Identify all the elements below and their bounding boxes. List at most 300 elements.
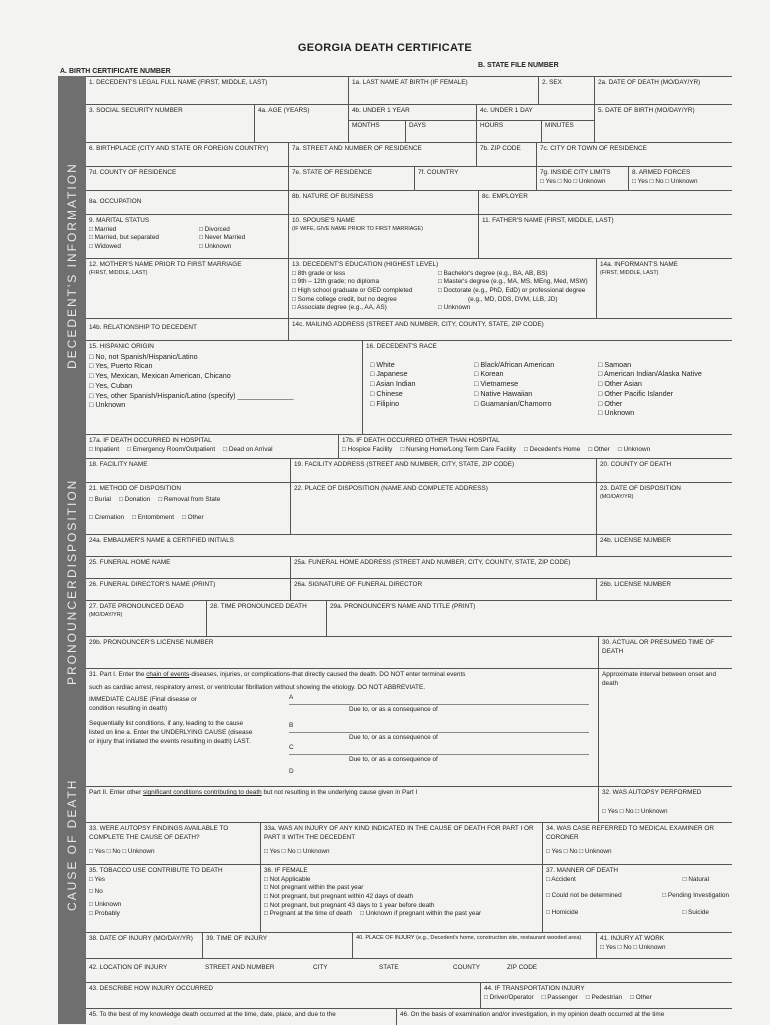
field-mailing-address[interactable] (288, 319, 732, 341)
field-race[interactable] (362, 341, 732, 435)
cause-lines (89, 692, 595, 776)
row-cause-part-1 (86, 668, 732, 787)
row-autopsy-injury (86, 822, 732, 865)
row-embalmer (86, 534, 732, 557)
option[interactable]: □ Driver/Operator (484, 993, 534, 1001)
line-a-letter: A (289, 694, 294, 702)
label: 25a. FUNERAL HOME ADDRESS (STREET AND NUMBER, CITY, COUNTY, STATE, ZIP CODE) (294, 559, 571, 566)
label: 41. INJURY AT WORK (600, 935, 665, 942)
months-label: MONTHS (349, 121, 406, 143)
field-funeral-director-license[interactable] (596, 579, 732, 601)
race-option[interactable]: □ American Indian/Alaska Native (598, 369, 702, 379)
label: 26b. LICENSE NUMBER (600, 581, 672, 588)
label: 14b. RELATIONSHIP TO DECEDENT (89, 324, 197, 331)
option-never-married[interactable]: □ Never Married (199, 234, 246, 242)
field-age-years[interactable] (254, 105, 348, 143)
option[interactable]: □ Other (588, 445, 610, 453)
row-injury-info (86, 932, 732, 959)
option[interactable]: □ Suicide (682, 908, 709, 916)
edu-option[interactable]: □ 9th – 12th grade; no diploma (292, 278, 379, 286)
option[interactable]: □ Emergency Room/Outpatient (127, 445, 216, 453)
label: 17b. IF DEATH OCCURRED OTHER THAN HOSPITAL (342, 437, 500, 444)
line-c-letter: C (289, 744, 294, 752)
label: 27. DATE PRONOUNCED DEAD (89, 603, 184, 610)
field-spouse-name[interactable] (288, 215, 478, 259)
field-facility-address[interactable] (290, 459, 596, 483)
option[interactable]: □ Unknown if pregnant within the past year (360, 910, 482, 918)
hispanic-option[interactable]: □ Yes, Mexican, Mexican American, Chicano (89, 371, 231, 381)
due-to-label: Due to, or as a consequence of (349, 706, 438, 714)
race-col-2 (474, 360, 598, 418)
label: 17a. IF DEATH OCCURRED IN HOSPITAL (89, 437, 212, 444)
hours-label: HOURS (477, 121, 542, 143)
field-legal-name[interactable] (86, 77, 348, 105)
options[interactable]: □ Yes □ No □ Unknown (632, 177, 698, 185)
label: 8b. NATURE OF BUSINESS (292, 193, 374, 200)
sequential-instructions: Sequentially list conditions, if any, leading to the cause listed on line a. Enter the UNDERLYING CAUSE (disease or injury that initiated the events resulting in death) LAST. (89, 720, 253, 745)
label: 2a. DATE OF DEATH (MO/DAY/YR) (598, 79, 701, 86)
label-zip: ZIP CODE (507, 964, 538, 971)
option-separated[interactable]: □ Married, but separated (89, 234, 159, 242)
options[interactable]: □ Yes □ No □ Unknown (540, 177, 606, 185)
sidebar-label-decedent: DECEDENT'S INFORMATION (65, 162, 79, 370)
label: 44. IF TRANSPORTATION INJURY (484, 985, 585, 992)
sidebar-label-cause: CAUSE OF DEATH (65, 778, 79, 912)
field-funeral-home-name[interactable] (86, 557, 290, 579)
field-hispanic-origin[interactable] (86, 341, 362, 435)
field-injury-at-work[interactable] (596, 933, 732, 959)
race-options (366, 360, 729, 418)
field-injury-indicated[interactable] (260, 823, 542, 865)
edu-option[interactable]: □ 8th grade or less (292, 269, 346, 277)
race-option[interactable]: □ Black/African American (474, 359, 555, 369)
field-marital-status[interactable] (86, 215, 288, 259)
field-funeral-director-name[interactable] (86, 579, 290, 601)
due-to-label: Due to, or as a consequence of (349, 734, 438, 742)
row-name (86, 76, 732, 105)
row-age (86, 104, 732, 143)
label: 16. DECEDENT'S RACE (366, 343, 437, 350)
option[interactable]: □ Not pregnant, but pregnant within 42 days of death (264, 892, 414, 900)
marital-col-1 (89, 226, 199, 252)
label: 43. DESCRIBE HOW INJURY OCCURRED (89, 985, 214, 992)
hours-minutes (477, 120, 594, 143)
field-onset-interval[interactable] (598, 669, 732, 787)
option[interactable]: □ Could not be determined (546, 892, 622, 900)
field-education[interactable] (288, 259, 596, 319)
options[interactable]: □ Yes □ No □ Unknown (602, 807, 668, 815)
label: 15. HISPANIC ORIGIN (89, 343, 154, 350)
options[interactable]: □ Yes □ No □ Unknown (546, 848, 612, 856)
note: (MO/DAY/YR) (89, 611, 123, 618)
label: 22. PLACE OF DISPOSITION (NAME AND COMPLETE ADDRESS) (294, 485, 488, 492)
row-tobacco-female-manner (86, 864, 732, 933)
row-occupation (86, 190, 732, 215)
option[interactable]: □ Entombment (132, 514, 174, 522)
field-relationship[interactable] (86, 319, 288, 341)
label-state: STATE (379, 964, 399, 971)
section-sidebar (58, 76, 86, 1024)
row-marital (86, 214, 732, 259)
label: 40. PLACE OF INJURY (e.g., Decedent's home, construction site, restaurant wooded area) (356, 935, 582, 941)
option[interactable]: □ Pending Investigation (662, 892, 729, 900)
option[interactable]: □ Nursing Home/Long Term Care Facility (400, 445, 517, 453)
field-father-name[interactable] (478, 215, 732, 259)
field-county-of-death[interactable] (596, 459, 732, 483)
option-divorced[interactable]: □ Divorced (199, 225, 230, 233)
race-col-3 (598, 360, 702, 418)
race-option[interactable]: □ Japanese (370, 369, 408, 379)
label: 20. COUNTY OF DEATH (600, 461, 672, 468)
option[interactable]: □ Hospice Facility (342, 445, 393, 453)
race-option[interactable]: □ Other Asian (598, 379, 642, 389)
label: 9. MARITAL STATUS (89, 217, 150, 224)
label: 26a. SIGNATURE OF FUNERAL DIRECTOR (294, 581, 423, 588)
race-option[interactable]: □ Chinese (370, 388, 403, 398)
line-d-letter: D (289, 768, 294, 776)
edu-option-note: (e.g., MD, DDS, DVM, LLB, JD) (468, 295, 558, 303)
manner-row-3 (546, 909, 729, 918)
option[interactable]: □ Yes (89, 875, 105, 883)
manner-row-2 (546, 892, 729, 901)
field-time-pronounced-death[interactable] (206, 601, 326, 637)
label: 23. DATE OF DISPOSITION (600, 485, 681, 492)
row-mother-education (86, 258, 732, 319)
part1-link: chain of events (146, 671, 190, 678)
field-street-residence[interactable] (288, 143, 476, 167)
page-title: GEORGIA DEATH CERTIFICATE (297, 42, 473, 54)
field-facility-name[interactable] (86, 459, 290, 483)
label: 10. SPOUSE'S NAME (292, 217, 356, 224)
field-autopsy-performed[interactable] (598, 787, 732, 823)
label-city: CITY (313, 964, 328, 971)
option[interactable]: □ No (89, 888, 103, 896)
field-funeral-home-address[interactable] (290, 557, 732, 579)
row-funeral-director (86, 578, 732, 601)
label: Approximate interval between onset and death (602, 671, 717, 687)
row-facility (86, 458, 732, 483)
marital-options (89, 226, 285, 252)
option[interactable]: □ Inpatient (89, 445, 120, 453)
label: 24b. LICENSE NUMBER (600, 537, 672, 544)
option[interactable]: □ Natural (682, 875, 709, 883)
hispanic-option[interactable]: □ Unknown (89, 400, 126, 410)
label: 11. FATHER'S NAME (FIRST, MIDDLE, LAST) (482, 217, 614, 224)
label: 8. ARMED FORCES (632, 169, 691, 176)
immediate-cause-label: IMMEDIATE CAUSE (Final disease or condition resulting in death) (89, 696, 197, 712)
label: 1a. LAST NAME AT BIRTH (IF FEMALE) (352, 79, 468, 86)
label: 18. FACILITY NAME (89, 461, 148, 468)
field-place-of-disposition[interactable] (290, 483, 596, 535)
race-option[interactable]: □ Guamanian/Chamorro (474, 398, 552, 408)
option[interactable]: □ Not pregnant within the past year (264, 884, 364, 892)
label: 33. WERE AUTOPSY FINDINGS AVAILABLE TO COMPLETE THE CAUSE OF DEATH? (89, 825, 229, 841)
line-b[interactable] (289, 732, 589, 733)
race-col-1 (366, 360, 474, 418)
field-other-death-place[interactable] (338, 435, 732, 459)
option-married[interactable]: □ Married (89, 225, 117, 233)
option[interactable]: □ Removal from State (158, 495, 221, 503)
label: 37. MANNER OF DEATH (546, 867, 618, 874)
part2-link: significant conditions contributing to death (143, 789, 262, 796)
label: 14a. INFORMANT'S NAME (600, 261, 678, 268)
label: 14c. MAILING ADDRESS (STREET AND NUMBER, CITY, COUNTY, STATE, ZIP CODE) (292, 321, 544, 328)
due-to-label: Due to, or as a consequence of (349, 756, 438, 764)
field-date-of-injury[interactable] (86, 933, 202, 959)
part1-line-2: such as cardiac arrest, respiratory arrest, or ventricular fibrillation without showing the etiology. DO NOT ABBREVIATE. (89, 683, 425, 691)
race-option[interactable]: □ Asian Indian (370, 379, 416, 389)
row-county (86, 166, 732, 191)
option[interactable]: □ Homicide (546, 908, 579, 916)
label: 29b. PRONOUNCER'S LICENSE NUMBER (89, 639, 214, 646)
option[interactable]: □ Other (182, 514, 204, 522)
race-option[interactable]: □ Unknown (598, 408, 635, 418)
disposition-row-1 (89, 496, 287, 505)
field-hospital-death[interactable] (86, 435, 338, 459)
race-option[interactable]: □ Samoan (598, 359, 632, 369)
label: 4a. AGE (YEARS) (258, 107, 310, 114)
field-funeral-director-signature[interactable] (290, 579, 596, 601)
label: 19. FACILITY ADDRESS (STREET AND NUMBER, CITY, STATE, ZIP CODE) (294, 461, 515, 468)
education-options (292, 270, 593, 313)
field-embalmer[interactable] (86, 535, 596, 557)
hispanic-option[interactable]: □ No, not Spanish/Hispanic/Latino (89, 351, 198, 361)
option[interactable]: □ Donation (118, 495, 151, 503)
label: 13. DECEDENT'S EDUCATION (HIGHEST LEVEL) (292, 261, 439, 268)
label: 7c. CITY OR TOWN OF RESIDENCE (540, 145, 647, 152)
option-widowed[interactable]: □ Widowed (89, 242, 121, 250)
field-referred-examiner[interactable] (542, 823, 732, 865)
field-embalmer-license[interactable] (596, 535, 732, 557)
label: 6. BIRTHPLACE (CITY AND STATE OR FOREIGN COUNTRY) (89, 145, 269, 152)
edu-option[interactable]: □ Unknown (438, 304, 471, 312)
options[interactable]: □ Yes □ No □ Unknown (89, 848, 155, 856)
label: 38. DATE OF INJURY (MO/DAY/YR) (89, 935, 193, 942)
label: 7g. INSIDE CITY LIMITS (540, 169, 611, 176)
race-option[interactable]: □ Filipino (370, 398, 400, 408)
race-option[interactable]: □ Native Hawaiian (474, 388, 533, 398)
note: (FIRST, MIDDLE, LAST) (89, 269, 148, 276)
field-time-of-injury[interactable] (202, 933, 352, 959)
option[interactable]: □ Pregnant at the time of death (264, 910, 353, 918)
label: 3. SOCIAL SECURITY NUMBER (89, 107, 183, 114)
field-place-of-injury[interactable] (352, 933, 596, 959)
months-days (349, 120, 476, 143)
hispanic-option[interactable]: □ Yes, Puerto Rican (89, 361, 153, 371)
field-location-of-injury[interactable] (86, 959, 732, 983)
field-under-1-day[interactable] (476, 105, 594, 143)
label: 29a. PRONOUNCER'S NAME AND TITLE (PRINT) (330, 603, 476, 610)
row-pronouncer-license (86, 636, 732, 669)
manner-row-1 (546, 876, 729, 885)
label: 36. IF FEMALE (264, 867, 308, 874)
options[interactable]: □ Yes □ No □ Unknown (600, 943, 666, 951)
location-labels (89, 961, 729, 979)
field-nature-of-business[interactable] (288, 191, 478, 215)
hispanic-option[interactable]: □ Yes, Cuban (89, 380, 133, 390)
label: 26. FUNERAL DIRECTOR'S NAME (PRINT) (89, 581, 216, 588)
option[interactable]: □ Not Applicable (264, 875, 311, 883)
label: 7d. COUNTY OF RESIDENCE (89, 169, 177, 176)
row-hispanic-race (86, 340, 732, 435)
label: 42. LOCATION OF INJURY (89, 964, 168, 971)
field-examiner-statement[interactable] (396, 1009, 732, 1025)
marital-col-2 (199, 226, 245, 252)
option[interactable]: □ Unknown (89, 900, 122, 908)
field-state-residence[interactable] (288, 167, 414, 191)
label: 8c. EMPLOYER (482, 193, 528, 200)
field-informant-name[interactable] (596, 259, 732, 319)
label-street: STREET AND NUMBER (205, 964, 275, 971)
field-certifier-statement[interactable] (86, 1009, 396, 1025)
label: 7b. ZIP CODE (480, 145, 521, 152)
row-cause-part-2 (86, 786, 732, 823)
education-col-1 (292, 270, 438, 313)
field-inside-city-limits[interactable] (536, 167, 628, 191)
field-pronouncer-name[interactable] (326, 601, 732, 637)
field-other-conditions[interactable] (86, 787, 598, 823)
option[interactable]: □ Pedestrian (585, 993, 623, 1001)
field-describe-injury[interactable] (86, 983, 480, 1009)
row-disposition (86, 482, 732, 535)
row-certification (86, 1008, 732, 1025)
label: 12. MOTHER'S NAME PRIOR TO FIRST MARRIAGE (89, 261, 242, 268)
minutes-label: MINUTES (545, 122, 574, 129)
note: (MO/DAY/YR) (600, 493, 634, 500)
days-label: DAYS (409, 122, 426, 129)
edu-option[interactable]: □ Associate degree (e.g., AA, AS) (292, 304, 387, 312)
note: (IF WIFE, GIVE NAME PRIOR TO FIRST MARRIAGE) (292, 225, 423, 232)
field-county-residence[interactable] (86, 167, 288, 191)
race-option[interactable]: □ Other Pacific Islander (598, 388, 674, 398)
field-under-1-year[interactable] (348, 105, 476, 143)
label: 25. FUNERAL HOME NAME (89, 559, 171, 566)
row-funeral-home (86, 556, 732, 579)
part2-instructions (89, 789, 595, 798)
state-file-number-label: B. STATE FILE NUMBER (478, 62, 559, 69)
field-date-of-death[interactable] (594, 77, 732, 105)
option[interactable]: □ Burial (89, 495, 111, 503)
field-country[interactable] (414, 167, 536, 191)
label: 39. TIME OF INJURY (206, 935, 268, 942)
options[interactable]: □ Yes □ No □ Unknown (264, 848, 330, 856)
label: 28. TIME PRONOUNCED DEATH (210, 603, 307, 610)
field-autopsy-findings[interactable] (86, 823, 260, 865)
disposition-row-2 (89, 514, 287, 523)
field-birthplace[interactable] (86, 143, 288, 167)
sidebar-label-disposition: DISPOSITION (65, 478, 79, 578)
edu-option[interactable]: □ High school graduate or GED completed (292, 286, 413, 294)
row-injury-location (86, 958, 732, 983)
label: 33a. WAS AN INJURY OF ANY KIND INDICATED IN THE CAUSE OF DEATH FOR PART I OR PART II WITH THE DECEDENT (264, 825, 534, 841)
field-date-of-birth[interactable] (594, 105, 732, 143)
field-time-of-death[interactable] (598, 637, 732, 669)
field-tobacco-use[interactable] (86, 865, 260, 933)
option-unknown[interactable]: □ Unknown (199, 242, 232, 250)
option[interactable]: □ Passenger (541, 993, 578, 1001)
row-place-of-death (86, 434, 732, 459)
race-option[interactable]: □ Other (598, 398, 623, 408)
field-city-residence[interactable] (536, 143, 732, 167)
field-chain-of-events[interactable] (86, 669, 598, 787)
label: 7e. STATE OF RESIDENCE (292, 169, 373, 176)
field-method-of-disposition[interactable] (86, 483, 290, 535)
field-transportation-injury[interactable] (480, 983, 732, 1009)
part1-text-post: -diseases, injuries, or complications-that directly caused the death. DO NOT enter terminal events (189, 671, 466, 678)
field-mother-name[interactable] (86, 259, 288, 319)
hispanic-option[interactable]: □ Yes, other Spanish/Hispanic/Latino (specify) ______________ (89, 390, 294, 400)
label: 21. METHOD OF DISPOSITION (89, 485, 181, 492)
line-a[interactable] (289, 704, 589, 705)
field-date-of-disposition[interactable] (596, 483, 732, 535)
part1-text-pre: 31. Part I. Enter the (89, 671, 147, 678)
race-option[interactable]: □ White (370, 359, 395, 369)
field-armed-forces[interactable] (628, 167, 732, 191)
label: 8a. OCCUPATION (89, 198, 142, 205)
field-last-name-birth[interactable] (348, 77, 538, 105)
field-zip-code[interactable] (476, 143, 536, 167)
field-manner-of-death[interactable] (542, 865, 732, 933)
field-sex[interactable] (538, 77, 594, 105)
label: 32. WAS AUTOPSY PERFORMED (602, 789, 702, 796)
row-injury-description (86, 982, 732, 1009)
label: 4c. UNDER 1 DAY (480, 107, 533, 114)
label-county: COUNTY (453, 964, 480, 971)
label: 4b. UNDER 1 YEAR (352, 107, 410, 114)
label: 2. SEX (542, 79, 562, 86)
option[interactable]: □ Accident (546, 875, 576, 883)
part1-instructions (89, 671, 595, 680)
row-birthplace (86, 142, 732, 167)
option[interactable]: □ Cremation (89, 514, 125, 522)
label: 30. ACTUAL OR PRESUMED TIME OF DEATH (602, 639, 715, 655)
label: 7f. COUNTRY (418, 169, 459, 176)
race-option[interactable]: □ Vietnamese (474, 379, 519, 389)
field-ssn[interactable] (86, 105, 254, 143)
field-if-female[interactable] (260, 865, 542, 933)
label: 34. WAS CASE REFERRED TO MEDICAL EXAMINER OR CORONER (546, 825, 714, 841)
field-date-pronounced-dead[interactable] (86, 601, 206, 637)
edu-option[interactable]: □ Master's degree (e.g., MA, MS, MEng, Med, MSW) (438, 278, 588, 286)
label: 5. DATE OF BIRTH (MO/DAY/YR) (598, 107, 695, 114)
edu-option[interactable]: □ Bachelor's degree (e.g., BA, AB, BS) (438, 269, 548, 277)
option[interactable]: □ Dead on Arrival (223, 445, 273, 453)
part2-text-pre: Part II. Enter other (89, 789, 143, 796)
row-pronouncement (86, 600, 732, 637)
label: 7a. STREET AND NUMBER OF RESIDENCE (292, 145, 422, 152)
label: 1. DECEDENT'S LEGAL FULL NAME (FIRST, MIDDLE, LAST) (89, 79, 268, 86)
line-c[interactable] (289, 754, 589, 755)
note: (FIRST, MIDDLE, LAST) (600, 269, 659, 276)
race-option[interactable]: □ Korean (474, 369, 504, 379)
option[interactable]: □ Other (630, 993, 652, 1001)
option[interactable]: □ Unknown (617, 445, 651, 453)
part2-text-post: but not resulting in the underlying cause given in Part I (261, 789, 418, 796)
sidebar-label-pronouncer: PRONOUNCER (65, 578, 79, 686)
option[interactable]: □ Not pregnant, but pregnant 43 days to 1 year before death (264, 901, 435, 909)
label: 35. TOBACCO USE CONTRIBUTE TO DEATH (89, 867, 223, 874)
death-certificate-form (58, 76, 732, 1024)
edu-option[interactable]: □ Doctorate (e.g., PhD, EdD) or professional degree (438, 286, 586, 294)
option[interactable]: □ Decedent's Home (524, 445, 581, 453)
field-pronouncer-license[interactable] (86, 637, 598, 669)
edu-option[interactable]: □ Some college credit, but no degree (292, 295, 397, 303)
education-col-2 (438, 270, 588, 313)
option[interactable]: □ Probably (89, 909, 120, 917)
field-occupation[interactable] (86, 191, 288, 215)
field-employer[interactable] (478, 191, 732, 215)
label: 24a. EMBALMER'S NAME & CERTIFIED INITIALS (89, 537, 234, 544)
